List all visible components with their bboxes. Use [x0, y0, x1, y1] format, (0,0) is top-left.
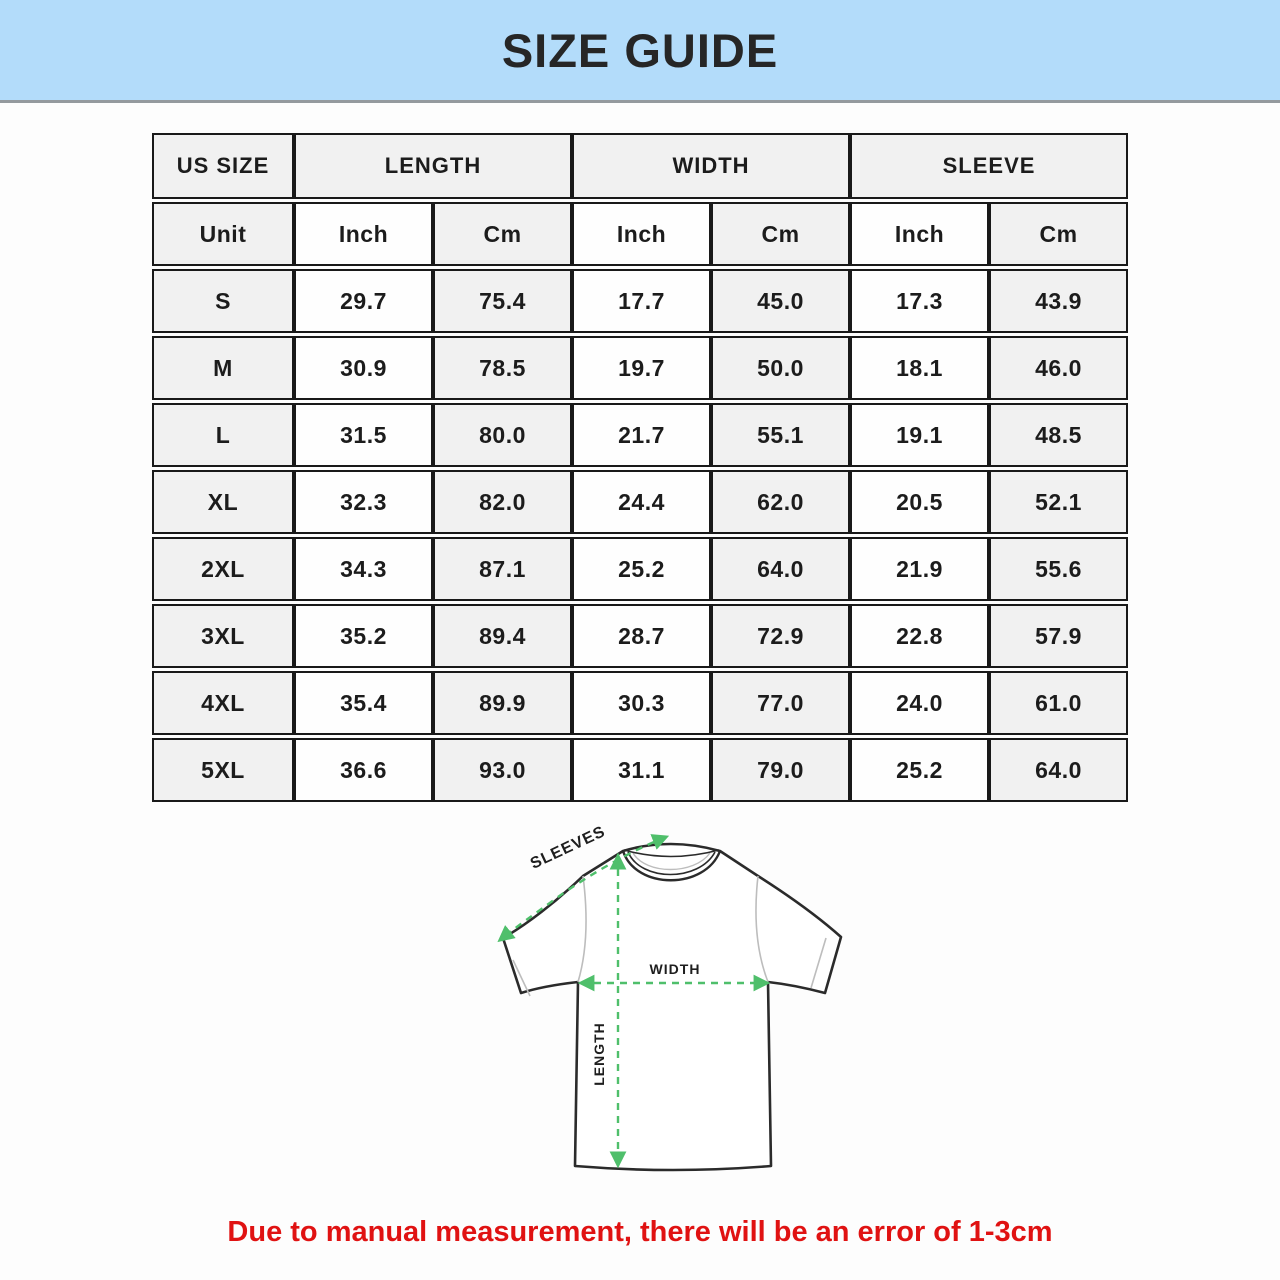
- value-cell: 28.7: [572, 604, 711, 668]
- value-cell: 29.7: [294, 269, 433, 333]
- size-cell: L: [152, 403, 294, 467]
- value-cell: 18.1: [850, 336, 989, 400]
- size-cell: 2XL: [152, 537, 294, 601]
- value-cell: 30.3: [572, 671, 711, 735]
- value-cell: 64.0: [711, 537, 850, 601]
- value-cell: 31.5: [294, 403, 433, 467]
- value-cell: 35.2: [294, 604, 433, 668]
- unit-cell: Inch: [850, 202, 989, 266]
- title-banner: [0, 0, 1280, 103]
- col-header-sleeve: SLEEVE: [850, 133, 1128, 199]
- value-cell: 31.1: [572, 738, 711, 802]
- page-title: SIZE GUIDE: [501, 23, 779, 77]
- value-cell: 24.4: [572, 470, 711, 534]
- value-cell: 34.3: [294, 537, 433, 601]
- col-header-length: LENGTH: [294, 133, 572, 199]
- table-row: [152, 537, 1128, 601]
- value-cell: 93.0: [433, 738, 572, 802]
- value-cell: 72.9: [711, 604, 850, 668]
- table-row: [152, 671, 1128, 735]
- size-guide-table: [152, 130, 1128, 805]
- value-cell: 87.1: [433, 537, 572, 601]
- value-cell: 21.9: [850, 537, 989, 601]
- value-cell: 55.1: [711, 403, 850, 467]
- col-header-us-size: US SIZE: [152, 133, 294, 199]
- size-cell: 3XL: [152, 604, 294, 668]
- value-cell: 17.7: [572, 269, 711, 333]
- width-label: WIDTH: [649, 961, 701, 977]
- size-cell: S: [152, 269, 294, 333]
- value-cell: 30.9: [294, 336, 433, 400]
- value-cell: 79.0: [711, 738, 850, 802]
- size-cell: M: [152, 336, 294, 400]
- value-cell: 57.9: [989, 604, 1128, 668]
- value-cell: 32.3: [294, 470, 433, 534]
- value-cell: 17.3: [850, 269, 989, 333]
- unit-cell: Cm: [433, 202, 572, 266]
- value-cell: 82.0: [433, 470, 572, 534]
- value-cell: 24.0: [850, 671, 989, 735]
- table-header-row: [152, 133, 1128, 199]
- value-cell: 50.0: [711, 336, 850, 400]
- value-cell: 22.8: [850, 604, 989, 668]
- value-cell: 89.9: [433, 671, 572, 735]
- value-cell: 78.5: [433, 336, 572, 400]
- value-cell: 25.2: [850, 738, 989, 802]
- value-cell: 36.6: [294, 738, 433, 802]
- value-cell: 46.0: [989, 336, 1128, 400]
- table-row: [152, 738, 1128, 802]
- length-label: LENGTH: [591, 1022, 607, 1086]
- value-cell: 45.0: [711, 269, 850, 333]
- value-cell: 62.0: [711, 470, 850, 534]
- value-cell: 77.0: [711, 671, 850, 735]
- unit-cell: Inch: [294, 202, 433, 266]
- value-cell: 80.0: [433, 403, 572, 467]
- tshirt-measurement-diagram: [468, 810, 882, 1210]
- value-cell: 21.7: [572, 403, 711, 467]
- value-cell: 75.4: [433, 269, 572, 333]
- size-cell: XL: [152, 470, 294, 534]
- table-row: [152, 403, 1128, 467]
- size-cell: 4XL: [152, 671, 294, 735]
- value-cell: 52.1: [989, 470, 1128, 534]
- table-row: [152, 604, 1128, 668]
- sleeves-label: SLEEVES: [527, 823, 609, 873]
- value-cell: 25.2: [572, 537, 711, 601]
- value-cell: 19.7: [572, 336, 711, 400]
- col-header-width: WIDTH: [572, 133, 850, 199]
- table-unit-row: [152, 202, 1128, 266]
- value-cell: 20.5: [850, 470, 989, 534]
- table-row: [152, 269, 1128, 333]
- value-cell: 48.5: [989, 403, 1128, 467]
- value-cell: 89.4: [433, 604, 572, 668]
- value-cell: 64.0: [989, 738, 1128, 802]
- table-row: [152, 336, 1128, 400]
- unit-cell: Inch: [572, 202, 711, 266]
- size-cell: 5XL: [152, 738, 294, 802]
- value-cell: 55.6: [989, 537, 1128, 601]
- value-cell: 43.9: [989, 269, 1128, 333]
- measurement-error-note: Due to manual measurement, there will be an error of 1-3cm: [227, 1216, 1053, 1248]
- unit-cell: Cm: [989, 202, 1128, 266]
- table-row: [152, 470, 1128, 534]
- unit-label-cell: Unit: [152, 202, 294, 266]
- value-cell: 61.0: [989, 671, 1128, 735]
- tshirt-outline: [503, 844, 841, 1170]
- value-cell: 19.1: [850, 403, 989, 467]
- value-cell: 35.4: [294, 671, 433, 735]
- unit-cell: Cm: [711, 202, 850, 266]
